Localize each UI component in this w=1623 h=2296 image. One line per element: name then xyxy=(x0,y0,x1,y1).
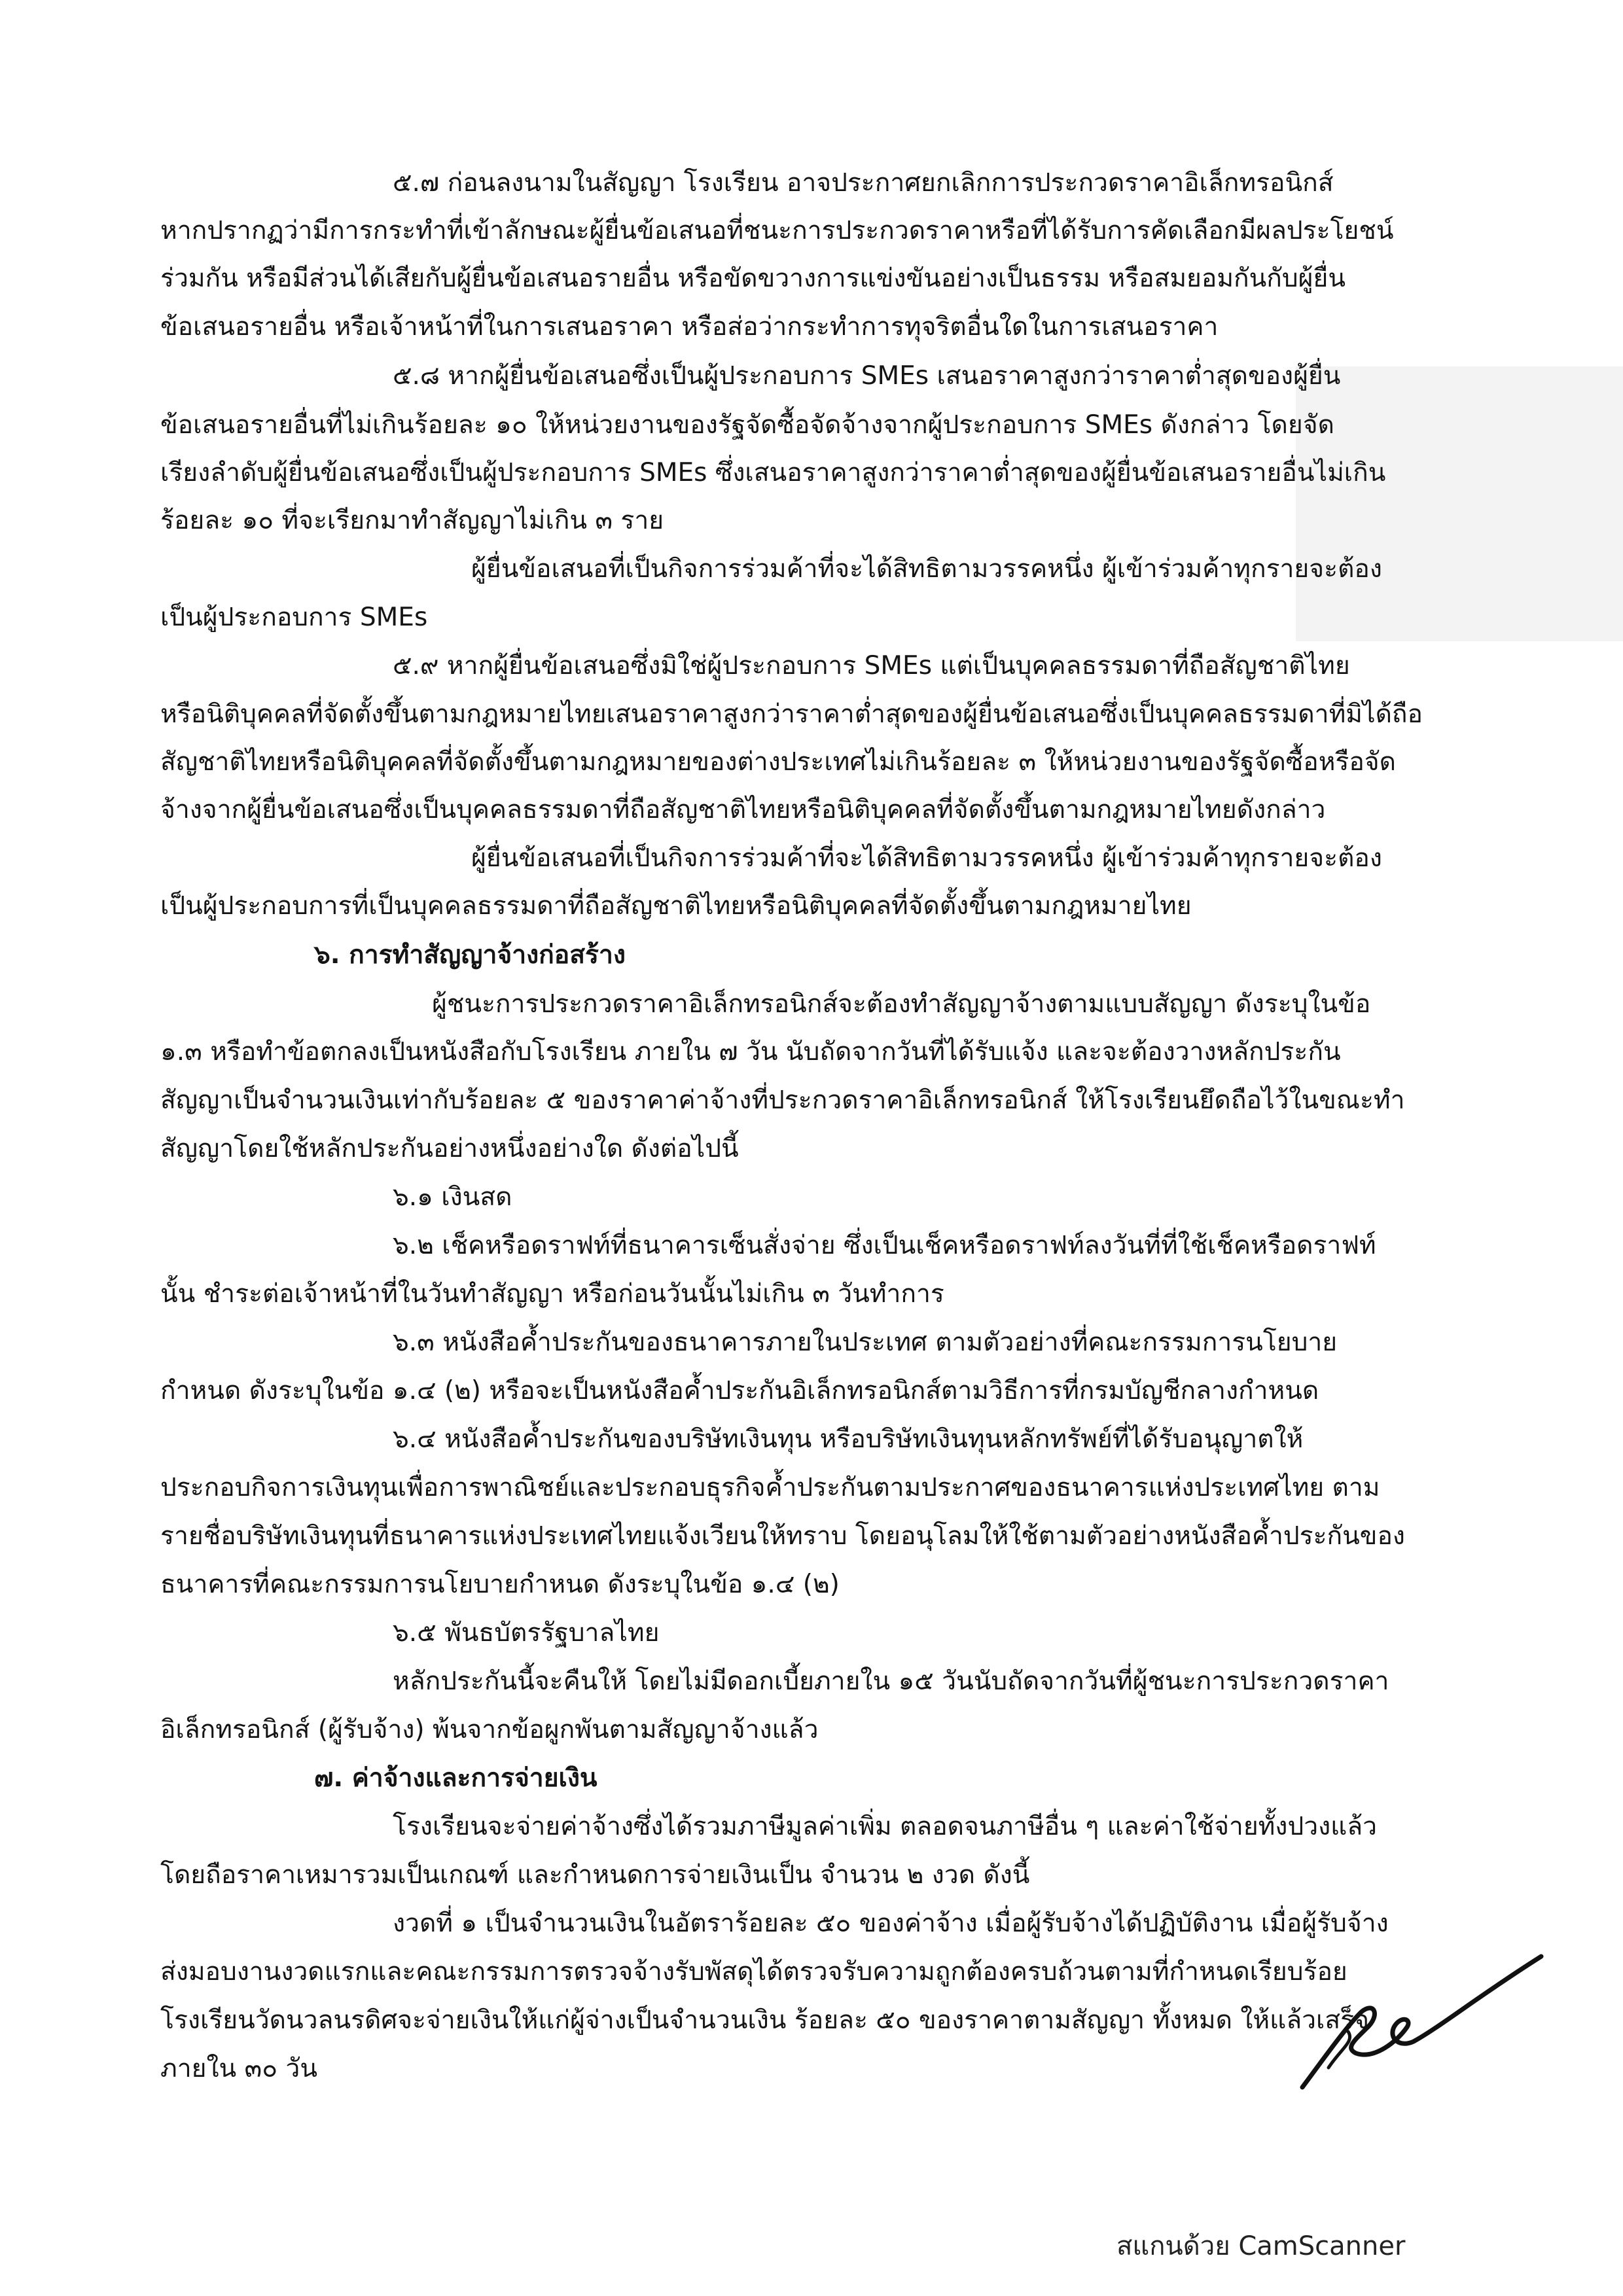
line-12: หรือนิติบุคคลที่จัดตั้งขึ้นตามกฎหมายไทยเสนอราคาสูงกว่าราคาต่ำสุดของผู้ยื่นข้อเสนอซึ่งเป็นบุคคลธรรมดาที่มิได้ถือ xyxy=(160,699,1423,729)
line-09: ผู้ยื่นข้อเสนอที่เป็นกิจการร่วมค้าที่จะได้สิทธิตามวรรคหนึ่ง ผู้เข้าร่วมค้าทุกรายจะต้อง xyxy=(471,554,1382,584)
line-03: ร่วมกัน หรือมีส่วนได้เสียกับผู้ยื่นข้อเสนอรายอื่น หรือขัดขวางการแข่งขันอย่างเป็นธรรม หรือสมยอมกันกับผู้ยื่น xyxy=(160,264,1346,293)
line-13: สัญชาติไทยหรือนิติบุคคลที่จัดตั้งขึ้นตามกฎหมายของต่างประเทศไม่เกินร้อยละ ๓ ให้หน่วยงานของรัฐจัดซื้อหรือจัด xyxy=(160,747,1396,777)
line-22: ๖.๑ เงินสด xyxy=(393,1182,512,1212)
line-15: ผู้ยื่นข้อเสนอที่เป็นกิจการร่วมค้าที่จะได้สิทธิตามวรรคหนึ่ง ผู้เข้าร่วมค้าทุกรายจะต้อง xyxy=(471,843,1382,873)
line-31: ๖.๕ พันธบัตรรัฐบาลไทย xyxy=(393,1618,660,1648)
section-7-heading: ๗. ค่าจ้างและการจ่ายเงิน xyxy=(314,1763,597,1793)
line-21: สัญญาโดยใช้หลักประกันอย่างหนึ่งอย่างใด ดังต่อไปนี้ xyxy=(160,1134,739,1163)
line-35: โรงเรียนจะจ่ายค่าจ้างซึ่งได้รวมภาษีมูลค่าเพิ่ม ตลอดจนภาษีอื่น ๆ และค่าใช้จ่ายทั้งปวงแล้ว xyxy=(393,1812,1378,1841)
line-30: ธนาคารที่คณะกรรมการนโยบายกำหนด ดังระบุในข้อ ๑.๔ (๒) xyxy=(160,1570,840,1599)
line-24: นั้น ชำระต่อเจ้าหน้าที่ในวันทำสัญญา หรือก่อนวันนั้นไม่เกิน ๓ วันทำการ xyxy=(160,1279,944,1309)
line-01: ๕.๗ ก่อนลงนามในสัญญา โรงเรียน อาจประกาศยกเลิกการประกวดราคาอิเล็กทรอนิกส์ xyxy=(393,168,1334,198)
line-25: ๖.๓ หนังสือค้ำประกันของธนาคารภายในประเทศ ตามตัวอย่างที่คณะกรรมการนโยบาย xyxy=(393,1328,1338,1357)
line-11: ๕.๙ หากผู้ยื่นข้อเสนอซึ่งมิใช่ผู้ประกอบการ SMEs แต่เป็นบุคคลธรรมดาที่ถือสัญชาติไทย xyxy=(393,651,1350,680)
line-32: หลักประกันนี้จะคืนให้ โดยไม่มีดอกเบี้ยภายใน ๑๕ วันนับถัดจากวันที่ผู้ชนะการประกวดราคา xyxy=(393,1667,1389,1696)
line-33: อิเล็กทรอนิกส์ (ผู้รับจ้าง) พ้นจากข้อผูกพันตามสัญญาจ้างแล้ว xyxy=(160,1715,819,1744)
line-38: ส่งมอบงานงวดแรกและคณะกรรมการตรวจจ้างรับพัสดุได้ตรวจรับความถูกต้องครบถ้วนตามที่กำหนดเรียบร้อย xyxy=(160,1957,1347,1987)
line-07: เรียงลำดับผู้ยื่นข้อเสนอซึ่งเป็นผู้ประกอบการ SMEs ซึ่งเสนอราคาสูงกว่าราคาต่ำสุดของผู้ยื่นข้อเสนอรายอื่นไม่เกิน xyxy=(160,458,1386,487)
line-19: ๑.๓ หรือทำข้อตกลงเป็นหนังสือกับโรงเรียน ภายใน ๗ วัน นับถัดจากวันที่ได้รับแจ้ง และจะต้องวางหลักประกัน xyxy=(160,1037,1341,1067)
line-28: ประกอบกิจการเงินทุนเพื่อการพาณิชย์และประกอบธุรกิจค้ำประกันตามประกาศของธนาคารแห่งประเทศไทย ตาม xyxy=(160,1473,1380,1502)
scan-shadow xyxy=(1296,366,1623,641)
line-39: โรงเรียนวัดนวลนรดิศจะจ่ายเงินให้แก่ผู้จ่างเป็นจำนวนเงิน ร้อยละ ๕๐ ของราคาตามสัญญา ทั้งหมด ให้แล้วเสร็จ xyxy=(160,2005,1369,2035)
line-20: สัญญาเป็นจำนวนเงินเท่ากับร้อยละ ๕ ของราคาค่าจ้างที่ประกวดราคาอิเล็กทรอนิกส์ ให้โรงเรียนยึดถือไว้ในขณะทำ xyxy=(160,1086,1405,1115)
camscanner-watermark: สแกนด้วย CamScanner xyxy=(1116,2231,1406,2261)
line-10: เป็นผู้ประกอบการ SMEs xyxy=(160,603,428,632)
line-36: โดยถือราคาเหมารวมเป็นเกณฑ์ และกำหนดการจ่ายเงินเป็น จำนวน ๒ งวด ดังนี้ xyxy=(160,1860,1030,1890)
line-18: ผู้ชนะการประกวดราคาอิเล็กทรอนิกส์จะต้องทำสัญญาจ้างตามแบบสัญญา ดังระบุในข้อ xyxy=(432,989,1371,1019)
line-29: รายชื่อบริษัทเงินทุนที่ธนาคารแห่งประเทศไทยแจ้งเวียนให้ทราบ โดยอนุโลมให้ใช้ตามตัวอย่างหนังสือค้ำประกันของ xyxy=(160,1521,1405,1551)
section-6-heading: ๖. การทำสัญญาจ้างก่อสร้าง xyxy=(314,940,626,970)
line-16: เป็นผู้ประกอบการที่เป็นบุคคลธรรมดาที่ถือสัญชาติไทยหรือนิติบุคคลที่จัดตั้งขึ้นตามกฎหมายไทย xyxy=(160,891,1192,921)
line-40: ภายใน ๓๐ วัน xyxy=(160,2054,317,2083)
line-04: ข้อเสนอรายอื่น หรือเจ้าหน้าที่ในการเสนอราคา หรือส่อว่ากระทำการทุจริตอื่นใดในการเสนอราคา xyxy=(160,312,1219,342)
line-23: ๖.๒ เช็คหรือดราฟท์ที่ธนาคารเซ็นสั่งจ่าย ซึ่งเป็นเช็คหรือดราฟท์ลงวันที่ที่ใช้เช็คหรือดราฟท์ xyxy=(393,1231,1376,1260)
line-27: ๖.๔ หนังสือค้ำประกันของบริษัทเงินทุน หรือบริษัทเงินทุนหลักทรัพย์ที่ได้รับอนุญาตให้ xyxy=(393,1424,1304,1454)
line-02: หากปรากฏว่ามีการกระทำที่เข้าลักษณะผู้ยื่นข้อเสนอที่ชนะการประกวดราคาหรือที่ได้รับการคัดเลือกมีผลประโยชน์ xyxy=(160,216,1394,245)
line-26: กำหนด ดังระบุในข้อ ๑.๔ (๒) หรือจะเป็นหนังสือค้ำประกันอิเล็กทรอนิกส์ตามวิธีการที่กรมบัญชีกลางกำหนด xyxy=(160,1376,1319,1405)
line-05: ๕.๘ หากผู้ยื่นข้อเสนอซึ่งเป็นผู้ประกอบการ SMEs เสนอราคาสูงกว่าราคาต่ำสุดของผู้ยื่น xyxy=(393,361,1341,391)
line-37: งวดที่ ๑ เป็นจำนวนเงินในอัตราร้อยละ ๕๐ ของค่าจ้าง เมื่อผู้รับจ้างได้ปฏิบัติงาน เมื่อผู้รับจ้าง xyxy=(393,1909,1389,1938)
signature xyxy=(1283,1950,1558,2100)
line-06: ข้อเสนอรายอื่นที่ไม่เกินร้อยละ ๑๐ ให้หน่วยงานของรัฐจัดซื้อจัดจ้างจากผู้ประกอบการ SMEs ดังกล่าว โดยจัด xyxy=(160,410,1334,440)
line-08: ร้อยละ ๑๐ ที่จะเรียกมาทำสัญญาไม่เกิน ๓ ราย xyxy=(160,506,664,535)
line-14: จ้างจากผู้ยื่นข้อเสนอซึ่งเป็นบุคคลธรรมดาที่ถือสัญชาติไทยหรือนิติบุคคลที่จัดตั้งขึ้นตามกฎหมายไทยดังกล่าว xyxy=(160,795,1326,824)
